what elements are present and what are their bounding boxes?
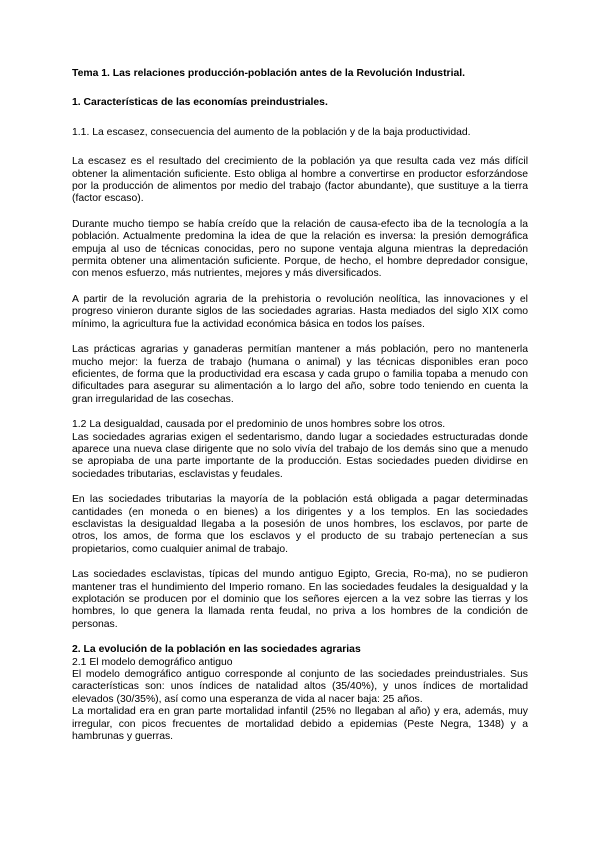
- document-title: Tema 1. Las relaciones producción-población antes de la Revolución Industrial.: [72, 68, 466, 79]
- paragraph-causa-efecto: Durante mucho tiempo se había creído que la relación de causa-efecto iba de la tecnología a la población. Actualmente predomina la idea de que la relación es inversa: la presión demográfica empuja al uso de técnicas conocidas, pero no supone ventaja alguna mientras la depredación permita obtener una alimentación suficiente. Porque, de hecho, el hombre depredador consigue, con menos esfuerzo, más nutrientes, mejores y más diversificados.: [72, 218, 528, 280]
- paragraph-modelo-demografico: El modelo demográfico antiguo corresponde al conjunto de las sociedades preindustriales. Sus características son: unos índices de natalidad altos (35/40%), y unos índices de mortalidad elevados (30/35%), así como una esperanza de vida al nacer baja: 25 años.: [72, 669, 528, 705]
- paragraph-practicas-agrarias: Las prácticas agrarias y ganaderas permitían mantener a más población, pero no mantenerla mucho mejor: la fuerza de trabajo (humana o animal) y las técnicas disponibles eran poco eficientes, de forma que la productividad era escasa y cada grupo o familia topaba a menudo con dificultades para asegurar su alimentación a lo largo del año, sobre todo teniendo en cuenta la gran irregularidad de las cosechas.: [72, 344, 528, 405]
- paragraph-sedentarismo: Las sociedades agrarias exigen el sedentarismo, dando lugar a sociedades estructuradas donde aparece una nueva clase dirigente que no solo vivía del trabajo de los demás sino que a menudo se apropiaba de una parte importante de la producción. Estas sociedades pueden dividirse en sociedades tributarias, esclavistas y feudales.: [72, 431, 528, 480]
- subsection-1-2-heading: 1.2 La desigualdad, causada por el predominio de unos hombres sobre los otros.: [72, 419, 446, 431]
- paragraph-escasez: La escasez es el resultado del crecimiento de la población ya que resulta cada vez más difícil obtener la alimentación suficiente. Esto obliga al hombre a convertirse en productor esforzándose por la producción de alimentos por medio del trabajo (factor abundante), que sustituye a la tierra (factor escaso).: [72, 156, 528, 205]
- paragraph-mortalidad: La mortalidad era en gran parte mortalidad infantil (25% no llegaban al año) y era, además, muy irregular, con picos frecuentes de mortalidad debido a epidemias (Peste Negra, 1348) y a hambrunas y guerras.: [72, 706, 528, 743]
- document-body: [72, 68, 528, 743]
- paragraph-sociedades-esclavistas: Las sociedades esclavistas, típicas del mundo antiguo Egipto, Grecia, Ro-ma), no se pudieron mantener tras el hundimiento del Imperio romano. En las sociedades feudales la desigualdad y la explotación se producen por el dominio que los señores ejercen a la vez sobre las tierras y los hombres, lo que genera la llamada renta feudal, no priva a los hombres de la condición de personas.: [72, 569, 528, 630]
- paragraph-sociedades-tributarias: En las sociedades tributarias la mayoría de la población está obligada a pagar determinadas cantidades (en moneda o en bienes) a los dirigentes y a los templos. En las sociedades esclavistas la desigualdad llegaba a la posesión de unos hombres, los esclavos, por parte de otros, los amos, de forma que los esclavos y el producto de su trabajo pertenecían a sus propietarios, como cualquier animal de trabajo.: [72, 494, 528, 555]
- paragraph-revolucion-neolitica: A partir de la revolución agraria de la prehistoria o revolución neolítica, las innovaciones y el progreso vinieron durante siglos de las sociedades agrarias. Hasta mediados del siglo XIX como mínimo, la agricultura fue la actividad económica básica en todos los países.: [72, 293, 528, 330]
- section-1-heading: 1. Características de las economías preindustriales.: [72, 97, 328, 109]
- subsection-1-1-heading: 1.1. La escasez, consecuencia del aumento de la población y de la baja productividad.: [72, 126, 471, 138]
- subsection-2-1-heading: 2.1 El modelo demográfico antiguo: [72, 656, 233, 668]
- section-2-heading: 2. La evolución de la población en las sociedades agrarias: [72, 644, 361, 656]
